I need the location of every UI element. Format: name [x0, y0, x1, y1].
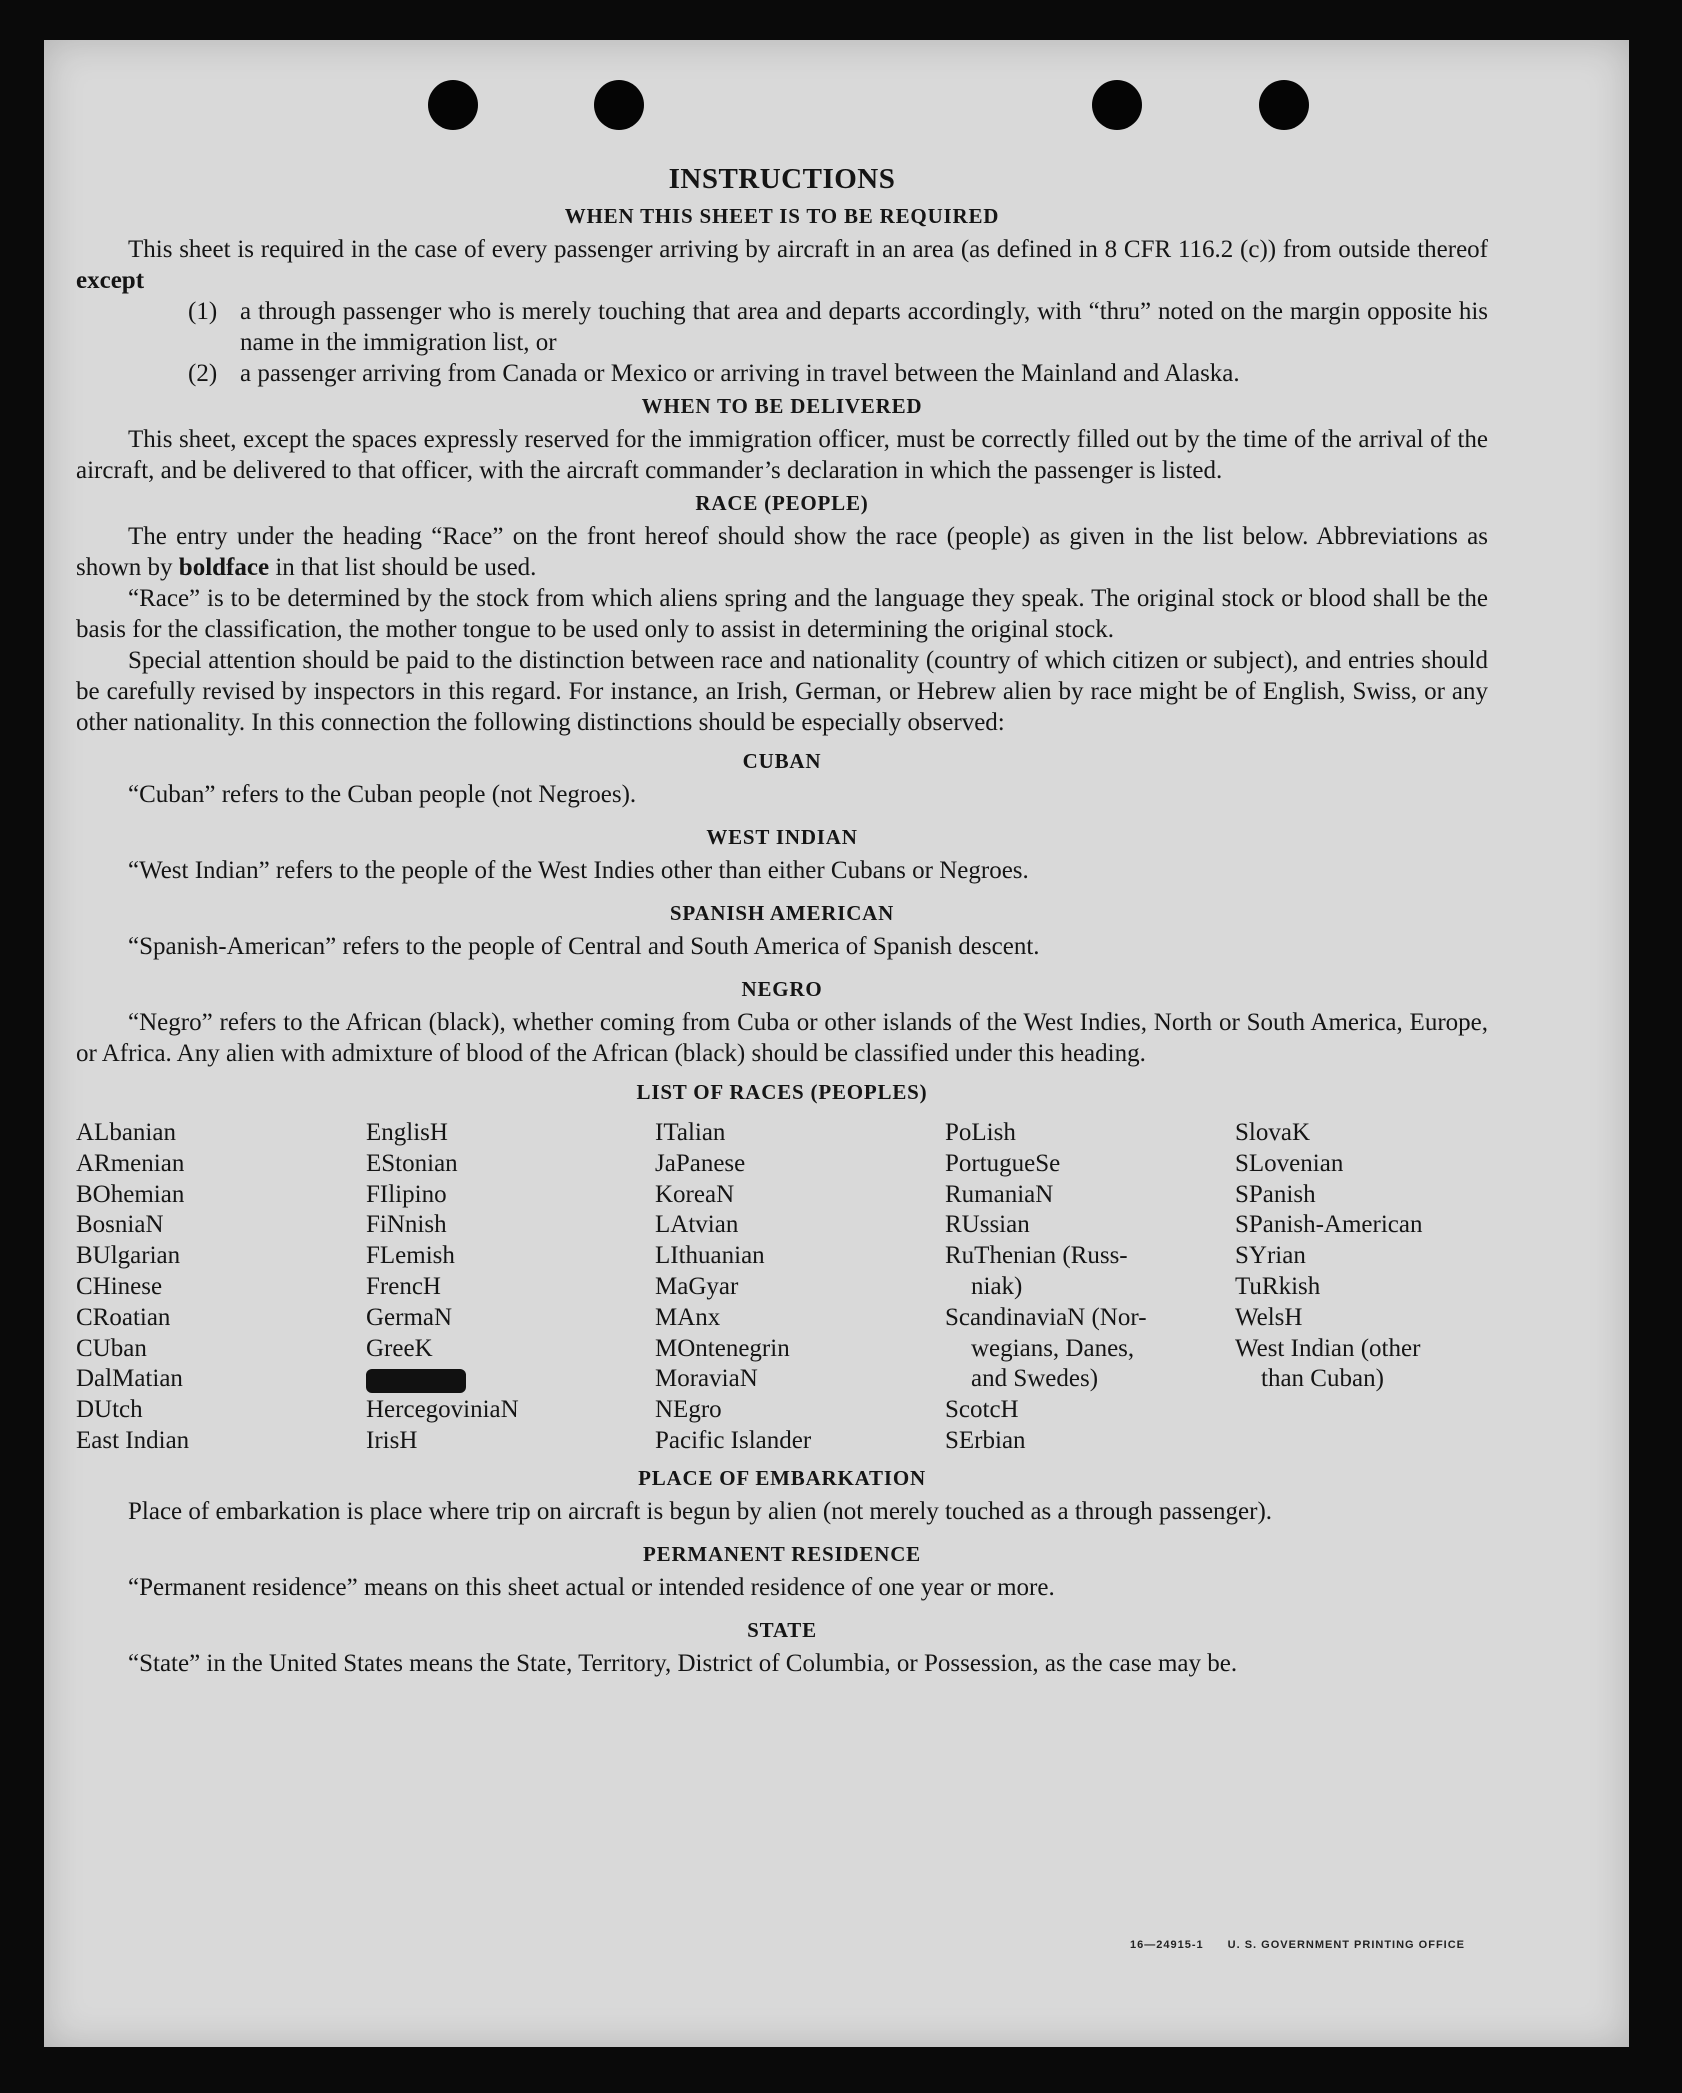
race-entry: RumaniaN [945, 1180, 1054, 1208]
page-title: INSTRUCTIONS [668, 163, 896, 195]
races-column [945, 1118, 1235, 1457]
redacted-entry [366, 1364, 655, 1395]
race-entry: SLovenian [1235, 1149, 1344, 1177]
race-entry: MAnx [655, 1303, 721, 1331]
cuban-text: “Cuban” refers to the Cuban people (not Negroes). [128, 781, 637, 808]
exception-item: (1) a through passenger who is merely touching that area and departs accordingly, with “thru” noted on the margin opposite his name in the immigration list, or [188, 298, 1488, 356]
redaction-mark [366, 1369, 466, 1393]
race-paragraph-1: The entry under the heading “Race” on the front hereof should show the race (people) as given in the list below. Abbreviations as shown by boldface in that list should be used. [76, 523, 1488, 581]
race-entry-continued: niak) [971, 1272, 1023, 1300]
race-entry-continued: than Cuban) [1261, 1365, 1384, 1393]
form-footer [1106, 1939, 1465, 1951]
heading-state: STATE [747, 1617, 817, 1642]
race-entry: ALbanian [76, 1119, 176, 1146]
race-entry: MOntenegrin [655, 1334, 790, 1362]
instructions-body [76, 164, 1488, 1679]
race-entry: FIlipino [366, 1180, 447, 1208]
heading-permanent-residence: PERMANENT RESIDENCE [643, 1541, 921, 1566]
race-entry: FLemish [366, 1242, 455, 1270]
heading-spanish-american: SPANISH AMERICAN [669, 901, 895, 925]
heading-cuban: CUBAN [742, 749, 822, 773]
heading-west-indian: WEST INDIAN [706, 825, 858, 849]
races-list [76, 1118, 1488, 1457]
spanish-american-text: “Spanish-American” refers to the people of Central and South America of Spanish descent. [128, 933, 1040, 960]
race-entry: GreeK [366, 1334, 433, 1362]
race-entry: SPanish [1235, 1180, 1316, 1208]
race-entry: IrisH [366, 1426, 418, 1454]
race-entry: SYrian [1235, 1242, 1306, 1270]
race-entry: WelsH [1235, 1303, 1303, 1331]
race-entry: MaGyar [655, 1272, 739, 1300]
embarkation-text: Place of embarkation is place where trip on aircraft is begun by alien (not merely touched as a through passenger). [128, 1497, 1273, 1525]
exception-item: (2) a passenger arriving from Canada or Mexico or arriving in travel between the Mainland and Alaska. [188, 360, 1240, 387]
race-entry: GermaN [366, 1303, 453, 1331]
race-entry: SPanish-American [1235, 1211, 1423, 1239]
heading-when-delivered: WHEN TO BE DELIVERED [641, 394, 923, 418]
printer-credit: U. S. GOVERNMENT PRINTING OFFICE [1227, 1939, 1465, 1951]
race-entry: ITalian [655, 1119, 726, 1146]
heading-when-required: WHEN THIS SHEET IS TO BE REQUIRED [564, 204, 1000, 228]
heading-race: RACE (PEOPLE) [695, 491, 869, 515]
heading-list-of-races: LIST OF RACES (PEOPLES) [636, 1080, 928, 1104]
west-indian-text: “West Indian” refers to the people of the West Indies other than either Cubans or Negroes. [128, 857, 1029, 884]
race-entry: BOhemian [76, 1180, 185, 1208]
race-entry-continued: and Swedes) [971, 1365, 1099, 1393]
race-entry: LAtvian [655, 1211, 739, 1239]
race-entry: DalMatian [76, 1365, 183, 1393]
race-entry: ARmenian [76, 1149, 185, 1177]
race-entry: ScotcH [945, 1396, 1019, 1424]
race-entry: TuRkish [1235, 1272, 1321, 1300]
races-column [366, 1118, 655, 1457]
races-column [76, 1118, 366, 1457]
race-entry: Pacific Islander [655, 1426, 812, 1454]
race-entry: SErbian [945, 1426, 1026, 1454]
state-text: “State” in the United States means the State, Territory, District of Columbia, or Possession, as the case may be. [128, 1649, 1238, 1677]
heading-place-of-embarkation: PLACE OF EMBARKATION [638, 1465, 926, 1490]
negro-text: “Negro” refers to the African (black), whether coming from Cuba or other islands of the West Indies, North or South America, Europe, or Africa. Any alien with admixture of blood of the African (black) should be classified under this heading. [76, 1009, 1488, 1067]
races-column [1235, 1118, 1488, 1457]
race-entry: LIthuanian [655, 1242, 765, 1270]
race-entry: CUban [76, 1334, 147, 1362]
race-entry: DUtch [76, 1396, 143, 1424]
race-entry: ScandinaviaN (Nor- [945, 1303, 1147, 1331]
document-sheet [44, 40, 1629, 2047]
race-entry: West Indian (other [1235, 1334, 1421, 1362]
race-entry: BUlgarian [76, 1242, 181, 1270]
race-entry: EStonian [366, 1149, 458, 1177]
race-entry-continued: wegians, Danes, [971, 1334, 1135, 1362]
race-entry: SlovaK [1235, 1119, 1310, 1146]
race-entry: PortugueSe [945, 1149, 1061, 1177]
when-required-intro: This sheet is required in the case of every passenger arriving by aircraft in an area (as defined in 8 CFR 116.2 (c)) from outside thereof except [76, 236, 1488, 294]
race-entry: EnglisH [366, 1119, 448, 1146]
race-entry: PoLish [945, 1119, 1016, 1146]
race-entry: RuThenian (Russ- [945, 1242, 1128, 1270]
race-entry: FiNnish [366, 1211, 447, 1239]
race-entry: East Indian [76, 1426, 190, 1454]
race-entry: FrencH [366, 1272, 441, 1300]
race-entry: JaPanese [655, 1149, 746, 1177]
punch-hole [1259, 80, 1309, 130]
when-delivered-text: This sheet, except the spaces expressly reserved for the immigration officer, must be correctly filled out by the time of the arrival of the aircraft, and be delivered to that officer, with the aircraft commander’s declaration in which the passenger is listed. [76, 426, 1488, 484]
race-paragraph-2: “Race” is to be determined by the stock from which aliens spring and the language they speak. The original stock or blood shall be the basis for the classification, the mother tongue to be used only to assist in determining the original stock. [76, 585, 1488, 643]
punch-hole [428, 80, 478, 130]
residence-text: “Permanent residence” means on this sheet actual or intended residence of one year or more. [128, 1573, 1055, 1601]
heading-negro: NEGRO [741, 977, 823, 1001]
race-entry: CHinese [76, 1272, 163, 1300]
race-entry: CRoatian [76, 1303, 171, 1331]
race-entry: HercegoviniaN [366, 1396, 519, 1424]
punch-hole [1092, 80, 1142, 130]
races-column [655, 1118, 945, 1457]
race-entry: NEgro [655, 1396, 722, 1424]
punch-hole [594, 80, 644, 130]
race-entry: KoreaN [655, 1180, 735, 1208]
race-entry: MoraviaN [655, 1365, 758, 1393]
form-number: 16—24915-1 [1130, 1939, 1204, 1951]
race-paragraph-3: Special attention should be paid to the distinction between race and nationality (country of which citizen or subject), and entries should be carefully revised by inspectors in this regard. For instance, an Irish, German, or Hebrew alien by race might be of English, Swiss, or any other nationality. In this connection the following distinctions should be especially observed: [76, 647, 1488, 736]
race-entry: RUssian [945, 1211, 1030, 1239]
race-entry: BosniaN [76, 1211, 164, 1239]
